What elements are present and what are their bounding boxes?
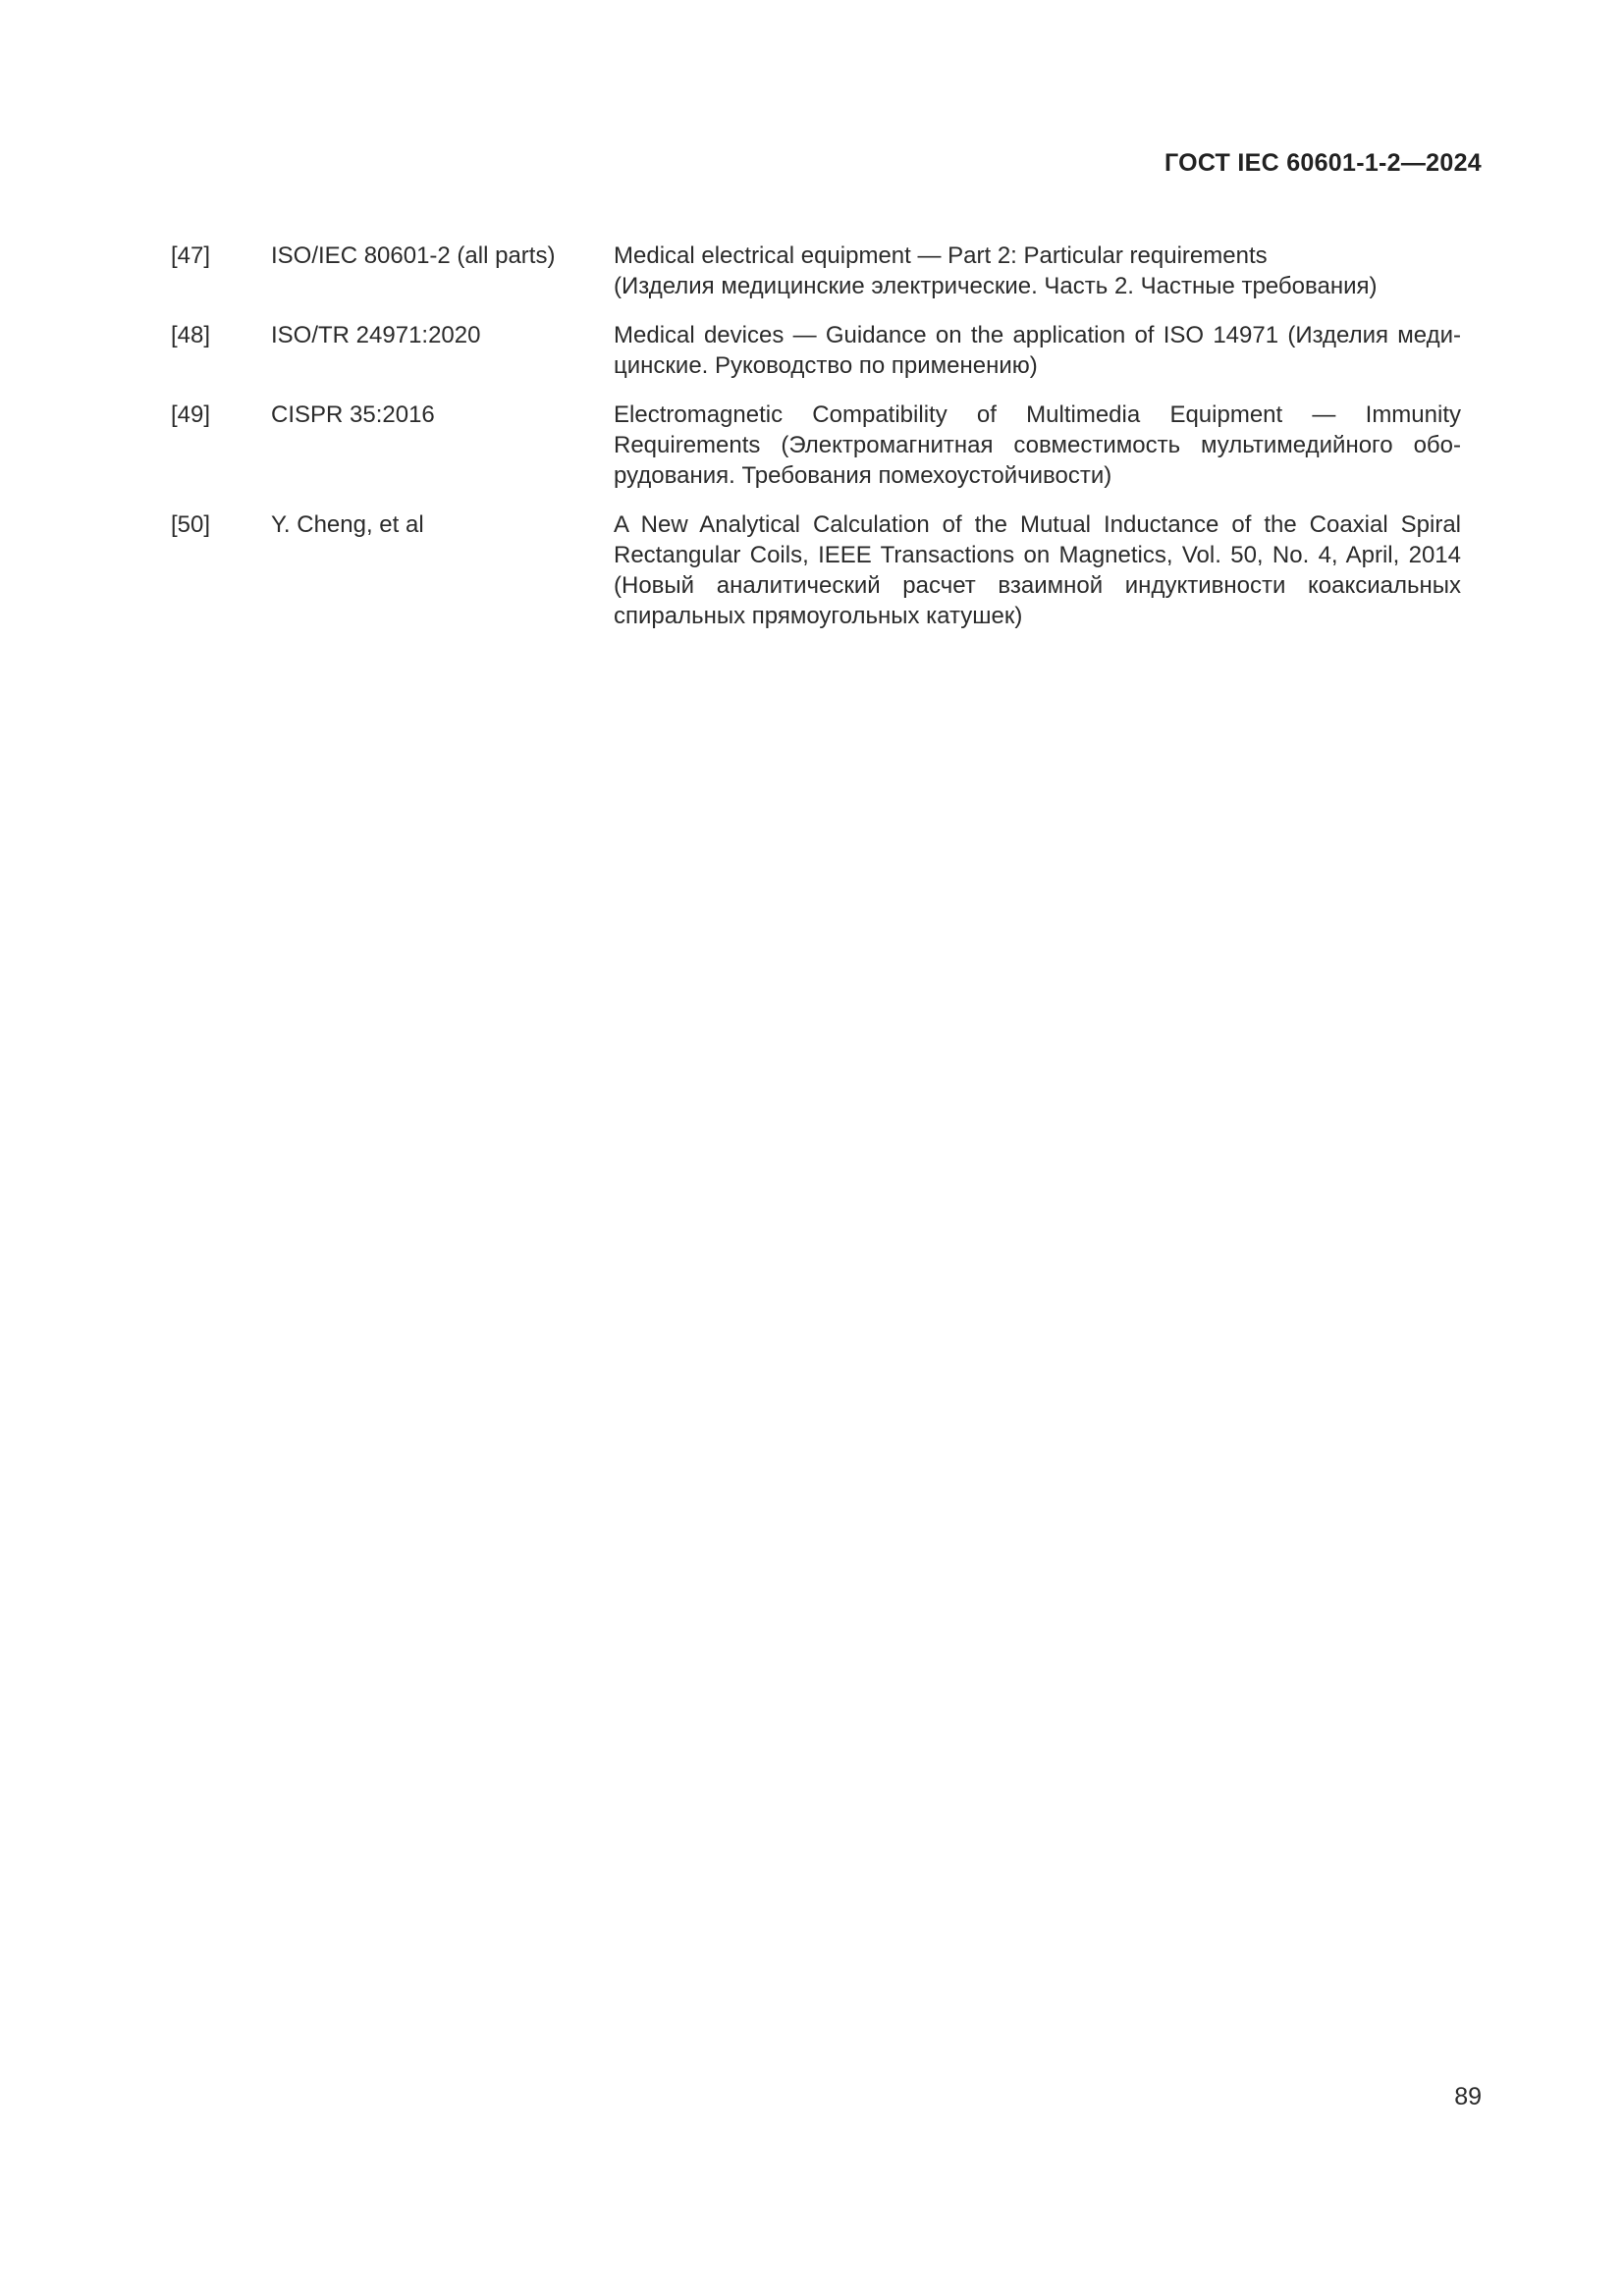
entry-title-line: (Новый аналитический расчет взаимной индуктивности коаксиальных (614, 572, 1461, 599)
entry-title-line: Medical devices — Guidance on the application of ISO 14971 (Изделия меди- (614, 322, 1461, 348)
entry-standard-code: ISO/IEC 80601-2 (all parts) (271, 242, 556, 269)
entry-title-line: (Изделия медицинские электрические. Часть 2. Частные требования) (614, 273, 1378, 299)
bibliography-entry (171, 240, 1461, 301)
entry-number: [47] (171, 242, 211, 269)
entry-title-line: A New Analytical Calculation of the Mutual Inductance of the Coaxial Spiral (614, 511, 1461, 538)
entry-title-line: рудования. Требования помехоустойчивости) (614, 462, 1112, 489)
entry-title-line: Requirements (Электромагнитная совместимость мультимедийного обо- (614, 432, 1461, 458)
bibliography-entry (171, 509, 1461, 631)
entry-title-line: спиральных прямоугольных катушек) (614, 603, 1023, 629)
entry-number: [49] (171, 401, 211, 428)
entry-title (614, 240, 1461, 301)
bibliography-entry (171, 400, 1461, 491)
entry-title-line: Medical electrical equipment — Part 2: Particular requirements (614, 242, 1268, 269)
entry-title (614, 400, 1461, 491)
entry-standard-code: Y. Cheng, et al (271, 511, 424, 538)
entry-title-line: цинские. Руководство по применению) (614, 352, 1038, 379)
entry-standard-code: ISO/TR 24971:2020 (271, 322, 481, 348)
entry-title (614, 509, 1461, 631)
bibliography-entry (171, 320, 1461, 381)
page-number: 89 (1454, 2083, 1482, 2110)
entry-title (614, 320, 1461, 381)
entry-number: [48] (171, 322, 211, 348)
entry-title-line: Rectangular Coils, IEEE Transactions on Magnetics, Vol. 50, No. 4, April, 2014 (614, 542, 1461, 568)
entry-standard-code: CISPR 35:2016 (271, 401, 435, 428)
entry-title-line: Electromagnetic Compatibility of Multimedia Equipment — Immunity (614, 401, 1461, 428)
bibliography-list (171, 240, 1461, 650)
document-standard-header: ГОСТ IEC 60601-1-2—2024 (1164, 149, 1482, 177)
entry-number: [50] (171, 511, 211, 538)
